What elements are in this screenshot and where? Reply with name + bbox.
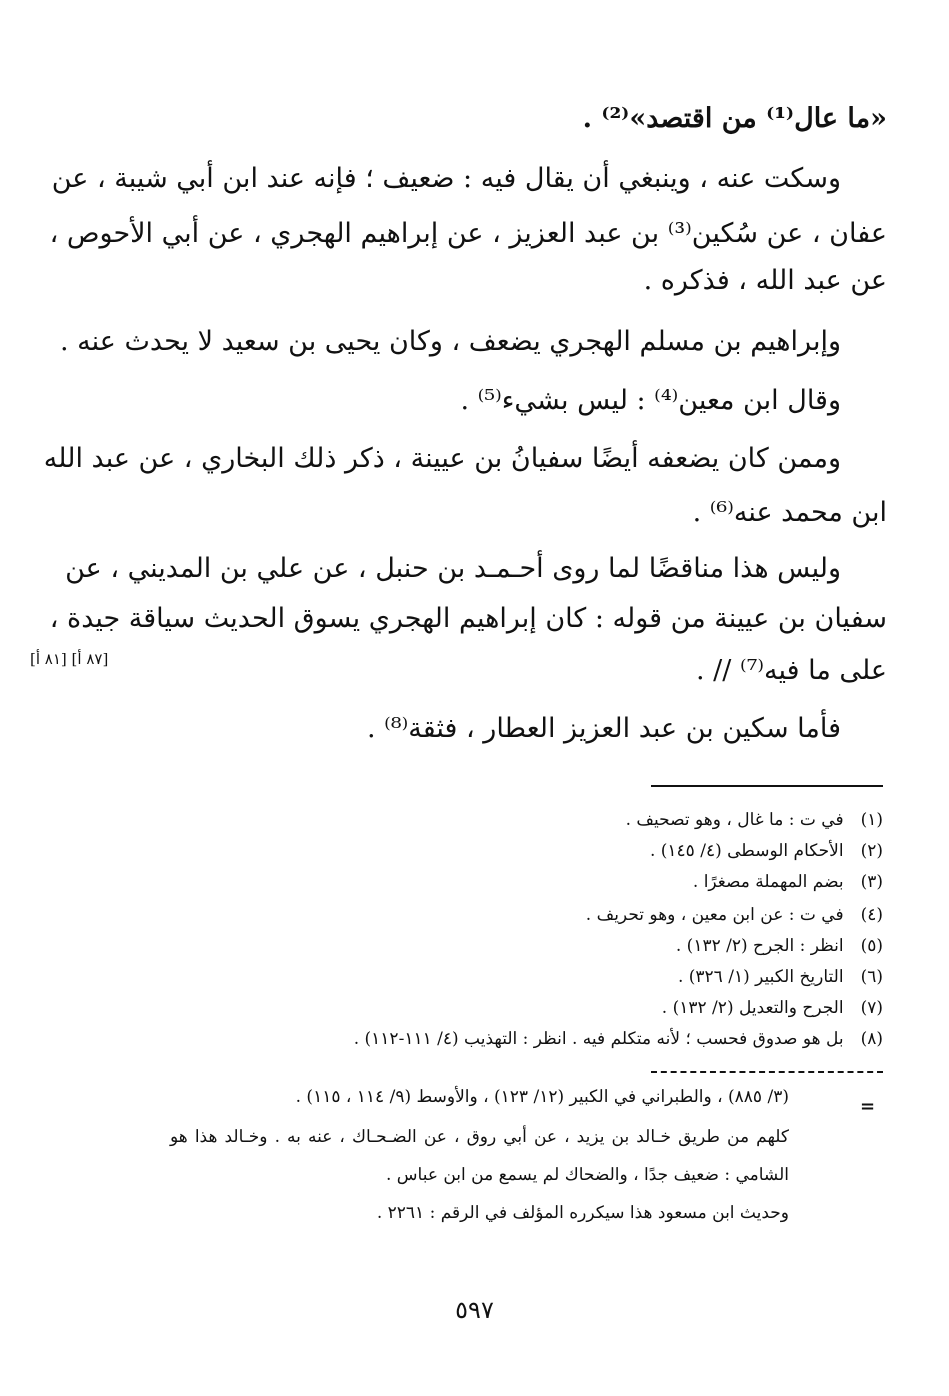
footnote: (٦) التاريخ الكبير (١/ ٣٢٦) . <box>677 967 883 987</box>
continued-note-line: الشامي : ضعيف جدًا ، والضحاك لم يسمع من ابن عباس . <box>385 1165 789 1185</box>
body-text-line: عفان ، عن سُكين⁽³⁾ بن عبد العزيز ، عن إبراهيم الهجري ، عن أبي الأحوص ، <box>49 218 887 249</box>
body-text-line: ابن محمد عنه⁽⁶⁾ . <box>692 497 887 528</box>
body-text-line: وسكت عنه ، وينبغي أن يقال فيه : ضعيف ؛ فإنه عند ابن أبي شيبة ، عن <box>51 163 841 194</box>
body-text-line: وإبراهيم بن مسلم الهجري يضعف ، وكان يحيى بن سعيد لا يحدث عنه . <box>60 326 841 357</box>
body-text-line: عن عبد الله ، فذكره . <box>643 265 887 296</box>
continued-note-line: (٣/ ٨٨٥) ، والطبراني في الكبير (١٢/ ١٢٣) ، والأوسط (٩/ ١١٤ ، ١١٥) . <box>295 1087 789 1107</box>
footnote: (٧) الجرح والتعديل (٢/ ١٣٢) . <box>661 998 883 1018</box>
footnote: (٢) الأحكام الوسطى (٤/ ١٤٥) . <box>649 841 883 861</box>
body-text-line: وممن كان يضعفه أيضًا سفيانُ بن عيينة ، ذكر ذلك البخاري ، عن عبد الله <box>43 443 841 474</box>
continued-note-line: كلهم من طريق خـالد بن يزيد ، عن أبي روق ، عن الضـحـاك ، عنه به . وخـالد هذا هو <box>170 1127 789 1147</box>
body-text-line: على ما فيه⁽⁷⁾ // . <box>696 655 887 686</box>
footnote: (٨) بل هو صدوق فحسب ؛ لأنه متكلم فيه . انظر : التهذيب (٤/ ١١١-١١٢) . <box>353 1029 883 1049</box>
footnote: (٤) في ت : عن ابن معين ، وهو تحريف . <box>585 905 883 925</box>
body-text-line: فأما سكين بن عبد العزيز العطار ، فثقة⁽⁸⁾ . <box>366 713 841 744</box>
footnote: (٥) انظر : الجرح (٢/ ١٣٢) . <box>675 936 883 956</box>
hadith-text-line: «ما عال⁽¹⁾ من اقتصد»⁽²⁾ . <box>582 103 887 134</box>
body-text-line: وليس هذا مناقضًا لما روى أحـمـد بن حنبل ، عن علي بن المديني ، عن <box>65 553 841 584</box>
footnote: (٣) بضم المهملة مصغرًا . <box>692 872 883 892</box>
page-number: ٥٩٧ <box>455 1296 494 1324</box>
body-text-line: وقال ابن معين⁽⁴⁾ : ليس بشيء⁽⁵⁾ . <box>460 385 841 416</box>
body-text-line: سفيان بن عيينة من قوله : كان إبراهيم الهجري يسوق الحديث سياقة جيدة ، <box>49 603 887 634</box>
continuation-mark: = <box>860 1096 876 1117</box>
continuation-separator <box>651 1071 883 1073</box>
footnote-separator <box>651 785 883 787</box>
manuscript-folio-note: [٨٧ أ] [٨١ أ] <box>30 650 109 668</box>
footnote: (١) في ت : ما غال ، وهو تصحيف . <box>625 810 883 830</box>
continued-note-line: وحديث ابن مسعود هذا سيكرره المؤلف في الرقم : ٢٢٦١ . <box>376 1203 789 1223</box>
